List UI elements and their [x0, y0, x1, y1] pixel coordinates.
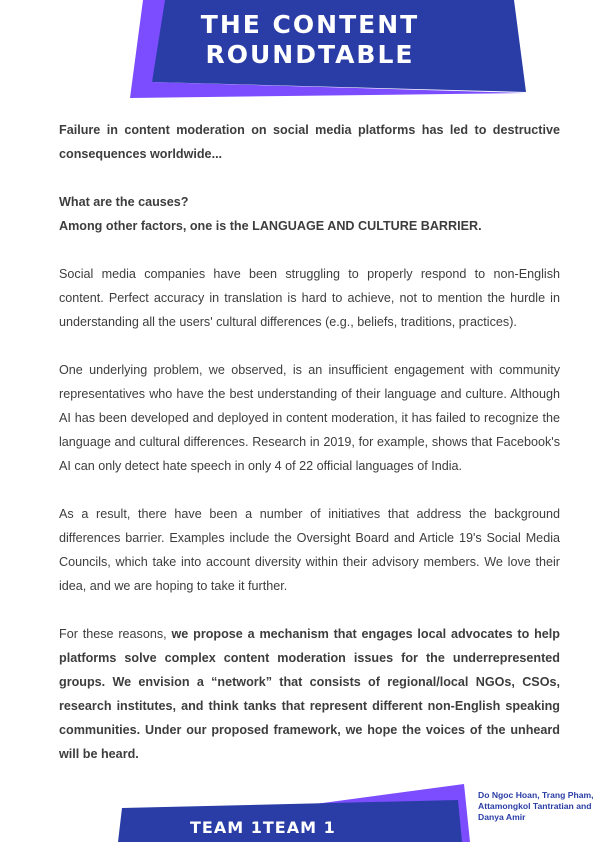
page-title: [150, 10, 470, 70]
authors-list: Do Ngoc Hoan, Trang Pham, Attamongkol Tantratian and Danya Amir: [478, 790, 594, 822]
paragraph-initiatives: As a result, there have been a number of initiatives that address the background differences barrier. Examples include the Oversight Board and Article 19's Social Media Councils, which take into account diversity within their advisory members. We love their idea, and we are hoping to take it further.: [59, 507, 560, 593]
paragraph-underlying-problem: One underlying problem, we observed, is an insufficient engagement with community representatives who have the best understanding of their language and culture. Although AI has been developed and deployed in content moderation, it has failed to recognize the language and cultural differences. Research in 2019, for example, shows that Facebook's AI can only detect hate speech in only 4 of 22 official languages of India.: [59, 363, 560, 473]
paragraph-proposal: [59, 622, 560, 766]
paragraph-translation: Social media companies have been struggling to properly respond to non-English content. Perfect accuracy in translation is hard to achieve, not to mention the hurdle in understanding all the users' cultural differences (e.g., beliefs, traditions, practices).: [59, 267, 560, 329]
causes-question: What are the causes?: [59, 195, 189, 209]
causes-answer: Among other factors, one is the LANGUAGE AND CULTURE BARRIER.: [59, 219, 482, 233]
intro-paragraph: Failure in content moderation on social media platforms has led to destructive consequences worldwide...: [59, 123, 560, 161]
proposal-bold: we propose a mechanism that engages local advocates to help platforms solve complex content moderation issues for the underrepresented groups. We envision a “network” that consists of regional/local NGOs, CSOs, research institutes, and think tanks that represent different non-English speaking communities. Under our proposed framework, we hope the voices of the unheard will be heard.: [59, 627, 561, 761]
proposal-lead: For these reasons,: [59, 627, 172, 641]
title-line-2: ROUNDTABLE: [205, 40, 415, 69]
body-content: [59, 118, 560, 766]
title-line-1: THE CONTENT: [200, 10, 420, 39]
team-label: TEAM 1TEAM 1: [190, 818, 336, 837]
